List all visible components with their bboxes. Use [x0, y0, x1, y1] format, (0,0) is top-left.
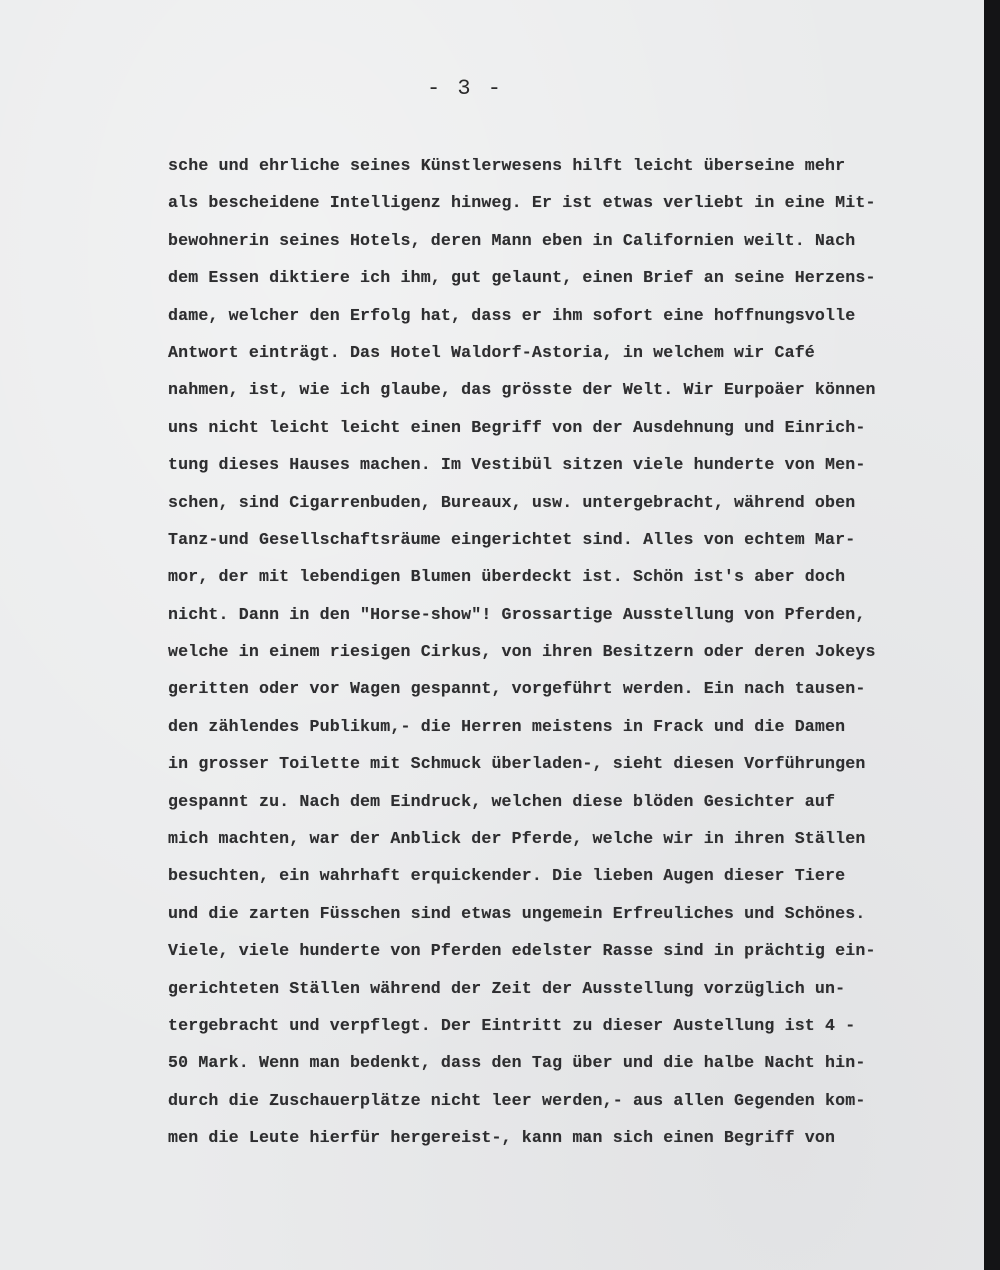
text-line: tergebracht und verpflegt. Der Eintritt zu dieser Austellung ist 4 -	[168, 1015, 856, 1035]
text-line: uns nicht leicht leicht einen Begriff von der Ausdehnung und Einrich-	[168, 417, 866, 437]
text-line: men die Leute hierfür hergereist-, kann man sich einen Begriff von	[168, 1128, 836, 1148]
text-line: 50 Mark. Wenn man bedenkt, dass den Tag über und die halbe Nacht hin-	[168, 1053, 866, 1073]
text-line: mor, der mit lebendigen Blumen überdeckt ist. Schön ist's aber doch	[168, 567, 846, 587]
text-line: geritten oder vor Wagen gespannt, vorgeführt werden. Ein nach tausen-	[168, 679, 866, 699]
text-line: nicht. Dann in den "Horse-show"! Grossartige Ausstellung von Pferden,	[168, 604, 866, 624]
text-line: den zählendes Publikum,- die Herren meistens in Frack und die Damen	[168, 716, 846, 736]
text-line: gespannt zu. Nach dem Eindruck, welchen diese blöden Gesichter auf	[168, 791, 836, 811]
text-line: Viele, viele hunderte von Pferden edelster Rasse sind in prächtig ein-	[168, 941, 876, 961]
text-line: besuchten, ein wahrhaft erquickender. Die lieben Augen dieser Tiere	[168, 866, 846, 886]
text-line: tung dieses Hauses machen. Im Vestibül sitzen viele hunderte von Men-	[168, 455, 866, 475]
text-line: nahmen, ist, wie ich glaube, das grösste der Welt. Wir Eurpoäer können	[168, 380, 876, 400]
text-line: und die zarten Füsschen sind etwas ungemein Erfreuliches und Schönes.	[168, 903, 866, 923]
page-number: - 3 -	[426, 76, 503, 101]
text-line: in grosser Toilette mit Schmuck überladen-, sieht diesen Vorführungen	[168, 754, 866, 774]
text-line: bewohnerin seines Hotels, deren Mann eben in Californien weilt. Nach	[168, 230, 856, 250]
text-line: durch die Zuschauerplätze nicht leer werden,- aus allen Gegenden kom-	[168, 1090, 866, 1110]
typewritten-body	[168, 147, 968, 1157]
text-line: dame, welcher den Erfolg hat, dass er ihm sofort eine hoffnungsvolle	[168, 305, 856, 325]
text-line: als bescheidene Intelligenz hinweg. Er ist etwas verliebt in eine Mit-	[168, 193, 876, 213]
text-line: mich machten, war der Anblick der Pferde, welche wir in ihren Ställen	[168, 829, 866, 849]
text-line: sche und ehrliche seines Künstlerwesens hilft leicht überseine mehr	[168, 156, 846, 175]
text-line: schen, sind Cigarrenbuden, Bureaux, usw. untergebracht, während oben	[168, 492, 856, 512]
text-line: Antwort einträgt. Das Hotel Waldorf-Astoria, in welchem wir Café	[168, 342, 815, 362]
text-line: welche in einem riesigen Cirkus, von ihren Besitzern oder deren Jokeys	[168, 642, 876, 662]
text-line: Tanz-und Gesellschaftsräume eingerichtet sind. Alles von echtem Mar-	[168, 529, 856, 549]
text-line: gerichteten Ställen während der Zeit der Ausstellung vorzüglich un-	[168, 978, 846, 998]
text-line: dem Essen diktiere ich ihm, gut gelaunt, einen Brief an seine Herzens-	[168, 268, 876, 288]
scan-edge	[984, 0, 1000, 1270]
